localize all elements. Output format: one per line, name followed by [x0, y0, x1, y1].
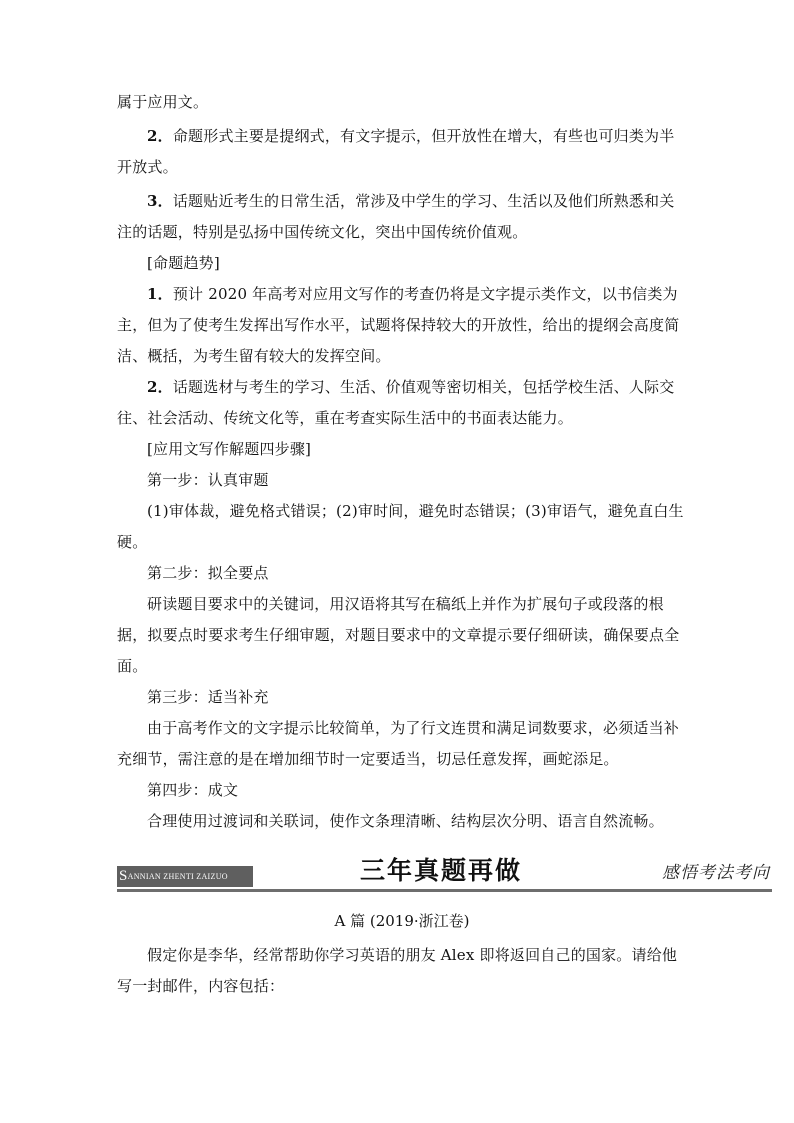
step-1-text: (1)审体裁，避免格式错误；(2)审时间，避免时态错误；(3)审语气，避免直白生硬。: [117, 502, 684, 551]
step-2-title: 第二步：拟全要点: [147, 564, 269, 582]
point-text: 话题选材与考生的学习、生活、价值观等密切相关，包括学校生活、人际交往、社会活动、传统文化等，重在考查实际生活中的书面表达能力。: [117, 378, 675, 427]
banner-pinyin-label: [117, 866, 253, 887]
point-number: 3．: [147, 192, 173, 210]
step-4-title: 第四步：成文: [147, 781, 239, 799]
heading-trend: [命题趋势]: [147, 254, 220, 272]
question-body: [117, 940, 687, 1002]
paragraph-point-2: [117, 121, 687, 183]
step-3-text: 由于高考作文的文字提示比较简单，为了行文连贯和满足词数要求，必须适当补充细节，需注意的是在增加细节时一定要适当，切忌任意发挥，画蛇添足。: [117, 719, 680, 768]
step-1-title: 第一步：认真审题: [147, 471, 269, 489]
point-number: 2．: [147, 378, 173, 396]
paragraph-continuation: 属于应用文。: [117, 93, 209, 111]
point-number: 1．: [147, 285, 173, 303]
point-text: 预计 2020 年高考对应用文写作的考查仍将是文字提示类作文，以书信类为主，但为了使考生发挥出写作水平，试题将保持较大的开放性，给出的提纲会高度简洁、概括，为考生留有较大的发挥空间。: [117, 285, 680, 365]
step-2-text: 研读题目要求中的关键词，用汉语将其写在稿纸上并作为扩展句子或段落的根据，拟要点时要求考生仔细审题，对题目要求中的文章提示要仔细研读，确保要点全面。: [117, 595, 680, 675]
body-text: [117, 87, 687, 837]
banner-initial: S: [119, 868, 128, 884]
banner-subtitle: 感悟考法考向: [662, 863, 770, 883]
step-3-title: 第三步：适当补充: [147, 688, 269, 706]
banner-pinyin-rest: ANNIAN ZHENTI ZAIZUO: [127, 872, 228, 881]
banner-divider: [117, 889, 772, 892]
point-text: 话题贴近考生的日常生活，常涉及中学生的学习、生活以及他们所熟悉和关注的话题，特别是弘扬中国传统文化，突出中国传统价值观。: [117, 192, 675, 241]
paragraph-trend-1: [117, 279, 687, 372]
heading-steps: [应用文写作解题四步骤]: [147, 440, 312, 458]
point-text: 命题形式主要是提纲式，有文字提示，但开放性在增大，有些也可归类为半开放式。: [117, 127, 675, 176]
paragraph-trend-2: [117, 372, 687, 434]
section-banner: [117, 852, 772, 892]
paragraph-point-3: [117, 186, 687, 248]
point-number: 2．: [147, 127, 173, 145]
step-4-text: 合理使用过渡词和关联词，使作文条理清晰、结构层次分明、语言自然流畅。: [147, 812, 664, 830]
question-heading: A 篇 (2019·浙江卷): [334, 912, 470, 930]
question-prompt: 假定你是李华，经常帮助你学习英语的朋友 Alex 即将返回自己的国家。请给他写一封邮件，内容包括：: [117, 946, 678, 995]
banner-title: 三年真题再做: [360, 856, 523, 885]
